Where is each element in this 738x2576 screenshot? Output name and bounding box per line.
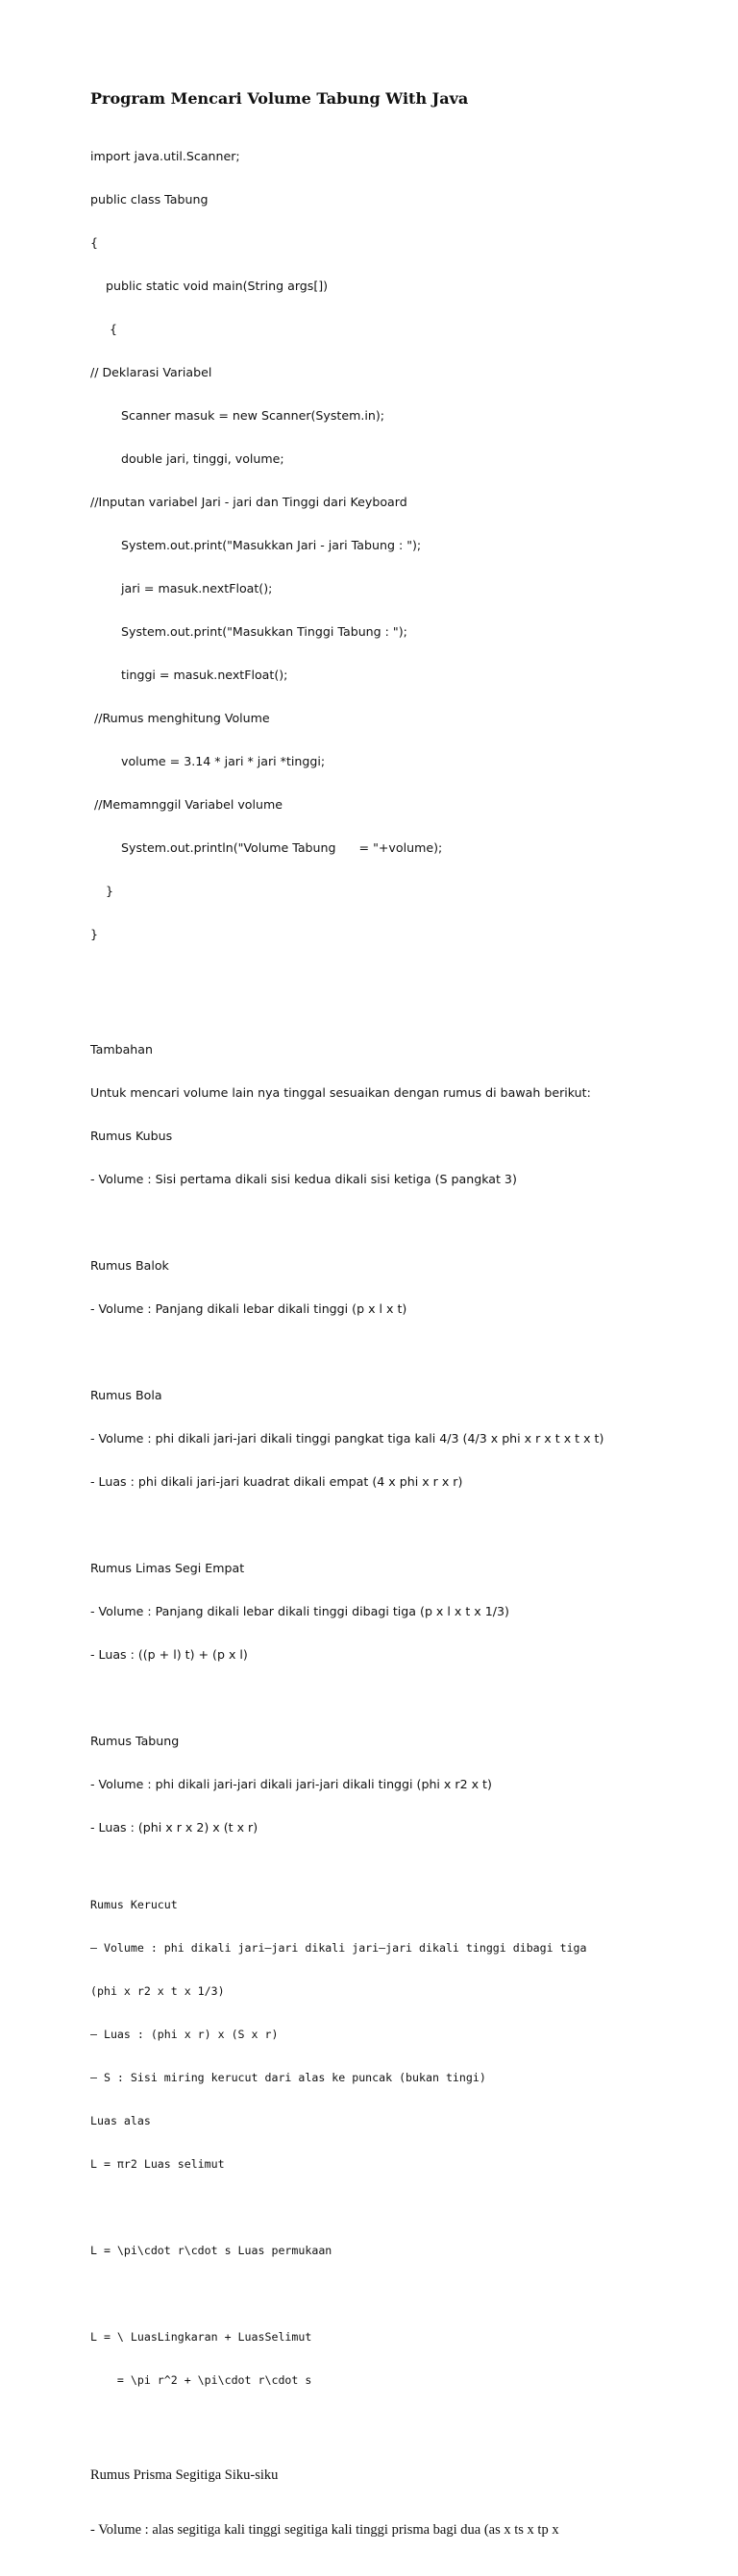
code-line: //Rumus menghitung Volume <box>90 711 270 725</box>
formula-line: - Luas : (phi x r x 2) x (t x r) <box>90 1820 258 1835</box>
code-line: } <box>90 927 99 941</box>
text-line <box>90 1518 715 1532</box>
code-line: //Inputan variabel Jari - jari dan Tinggi dari Keyboard <box>90 495 407 509</box>
formula-line: L = \ LuasLingkaran + LuasSelimut <box>90 2330 312 2344</box>
formula-line: Luas alas <box>90 2114 151 2127</box>
section-heading: Tambahan <box>90 1042 153 1057</box>
text-line <box>90 999 715 1013</box>
formula-line: - Volume : alas segitiga kali tinggi segitiga kali tinggi prisma bagi dua (as x ts x tp x <box>90 2522 559 2538</box>
tambahan-section <box>90 970 715 1863</box>
formula-line: (phi x r2 x t x 1/3) <box>90 1984 225 1998</box>
formula-line: - Volume : phi dikali jari-jari dikali jari-jari dikali tinggi (phi x r2 x t) <box>90 1777 492 1791</box>
text-line <box>90 1345 715 1359</box>
formula-line: = \pi r^2 + \pi\cdot r\cdot s <box>90 2373 312 2387</box>
code-line: System.out.print("Masukkan Jari - jari Tabung : "); <box>90 538 422 552</box>
formula-line: - Luas : phi dikali jari-jari kuadrat dikali empat (4 x phi x r x r) <box>90 1474 463 1489</box>
kerucut-section <box>90 1869 715 2417</box>
code-line: Scanner masuk = new Scanner(System.in); <box>90 408 385 423</box>
code-line: System.out.println("Volume Tabung = "+volume); <box>90 840 443 855</box>
formula-line: – S : Sisi miring kerucut dari alas ke puncak (bukan tingi) <box>90 2071 486 2084</box>
formula-line: L = \pi\cdot r\cdot s Luas permukaan <box>90 2244 332 2257</box>
code-line: System.out.print("Masukkan Tinggi Tabung : "); <box>90 624 407 639</box>
code-line: public static void main(String args[]) <box>90 279 329 293</box>
formula-heading: Rumus Prisma Segitiga Siku-siku <box>90 2467 279 2483</box>
code-line: { <box>90 322 118 336</box>
text-line <box>90 2200 715 2215</box>
code-line: { <box>90 235 99 250</box>
document-title: Program Mencari Volume Tabung With Java <box>90 89 469 108</box>
formula-line: - Volume : Panjang dikali lebar dikali tinggi dibagi tiga (p x l x t x 1/3) <box>90 1604 509 1618</box>
formula-line: L = πr2 Luas selimut <box>90 2157 225 2171</box>
formula-heading: Rumus Tabung <box>90 1734 180 1748</box>
prisma-section <box>90 2430 715 2576</box>
formula-line: - Volume : Sisi pertama dikali sisi kedua dikali sisi ketiga (S pangkat 3) <box>90 1172 517 1186</box>
code-line: double jari, tinggi, volume; <box>90 451 284 466</box>
formula-line: – Luas : (phi x r) x (S x r) <box>90 2028 279 2041</box>
formula-heading: Rumus Kubus <box>90 1129 173 1143</box>
code-line: // Deklarasi Variabel <box>90 365 212 379</box>
text-line: Untuk mencari volume lain nya tinggal sesuaikan dengan rumus di bawah berikut: <box>90 1085 591 1100</box>
text-line <box>90 1215 715 1229</box>
formula-heading: Rumus Balok <box>90 1258 169 1273</box>
code-line: volume = 3.14 * jari * jari *tinggi; <box>90 754 326 768</box>
java-code-block <box>90 120 715 970</box>
code-line: tinggi = masuk.nextFloat(); <box>90 668 288 682</box>
formula-line: - Volume : Panjang dikali lebar dikali tinggi (p x l x t) <box>90 1301 407 1316</box>
document-page <box>90 88 715 2576</box>
code-line: } <box>90 884 114 898</box>
formula-heading: Rumus Limas Segi Empat <box>90 1561 245 1575</box>
code-line: //Memamnggil Variabel volume <box>90 797 283 812</box>
text-line <box>90 1690 715 1705</box>
code-line: public class Tabung <box>90 192 209 207</box>
formula-line: - Volume : phi dikali jari-jari dikali tinggi pangkat tiga kali 4/3 (4/3 x phi x r x t x t x t) <box>90 1431 604 1446</box>
formula-heading: Rumus Bola <box>90 1388 162 1402</box>
formula-line: - Luas : ((p + l) t) + (p x l) <box>90 1647 248 1662</box>
code-line: jari = masuk.nextFloat(); <box>90 581 273 595</box>
formula-line: – Volume : phi dikali jari–jari dikali jari–jari dikali tinggi dibagi tiga <box>90 1941 587 1955</box>
formula-heading: Rumus Kerucut <box>90 1898 178 1911</box>
code-line: import java.util.Scanner; <box>90 149 240 163</box>
text-line <box>90 2287 715 2301</box>
